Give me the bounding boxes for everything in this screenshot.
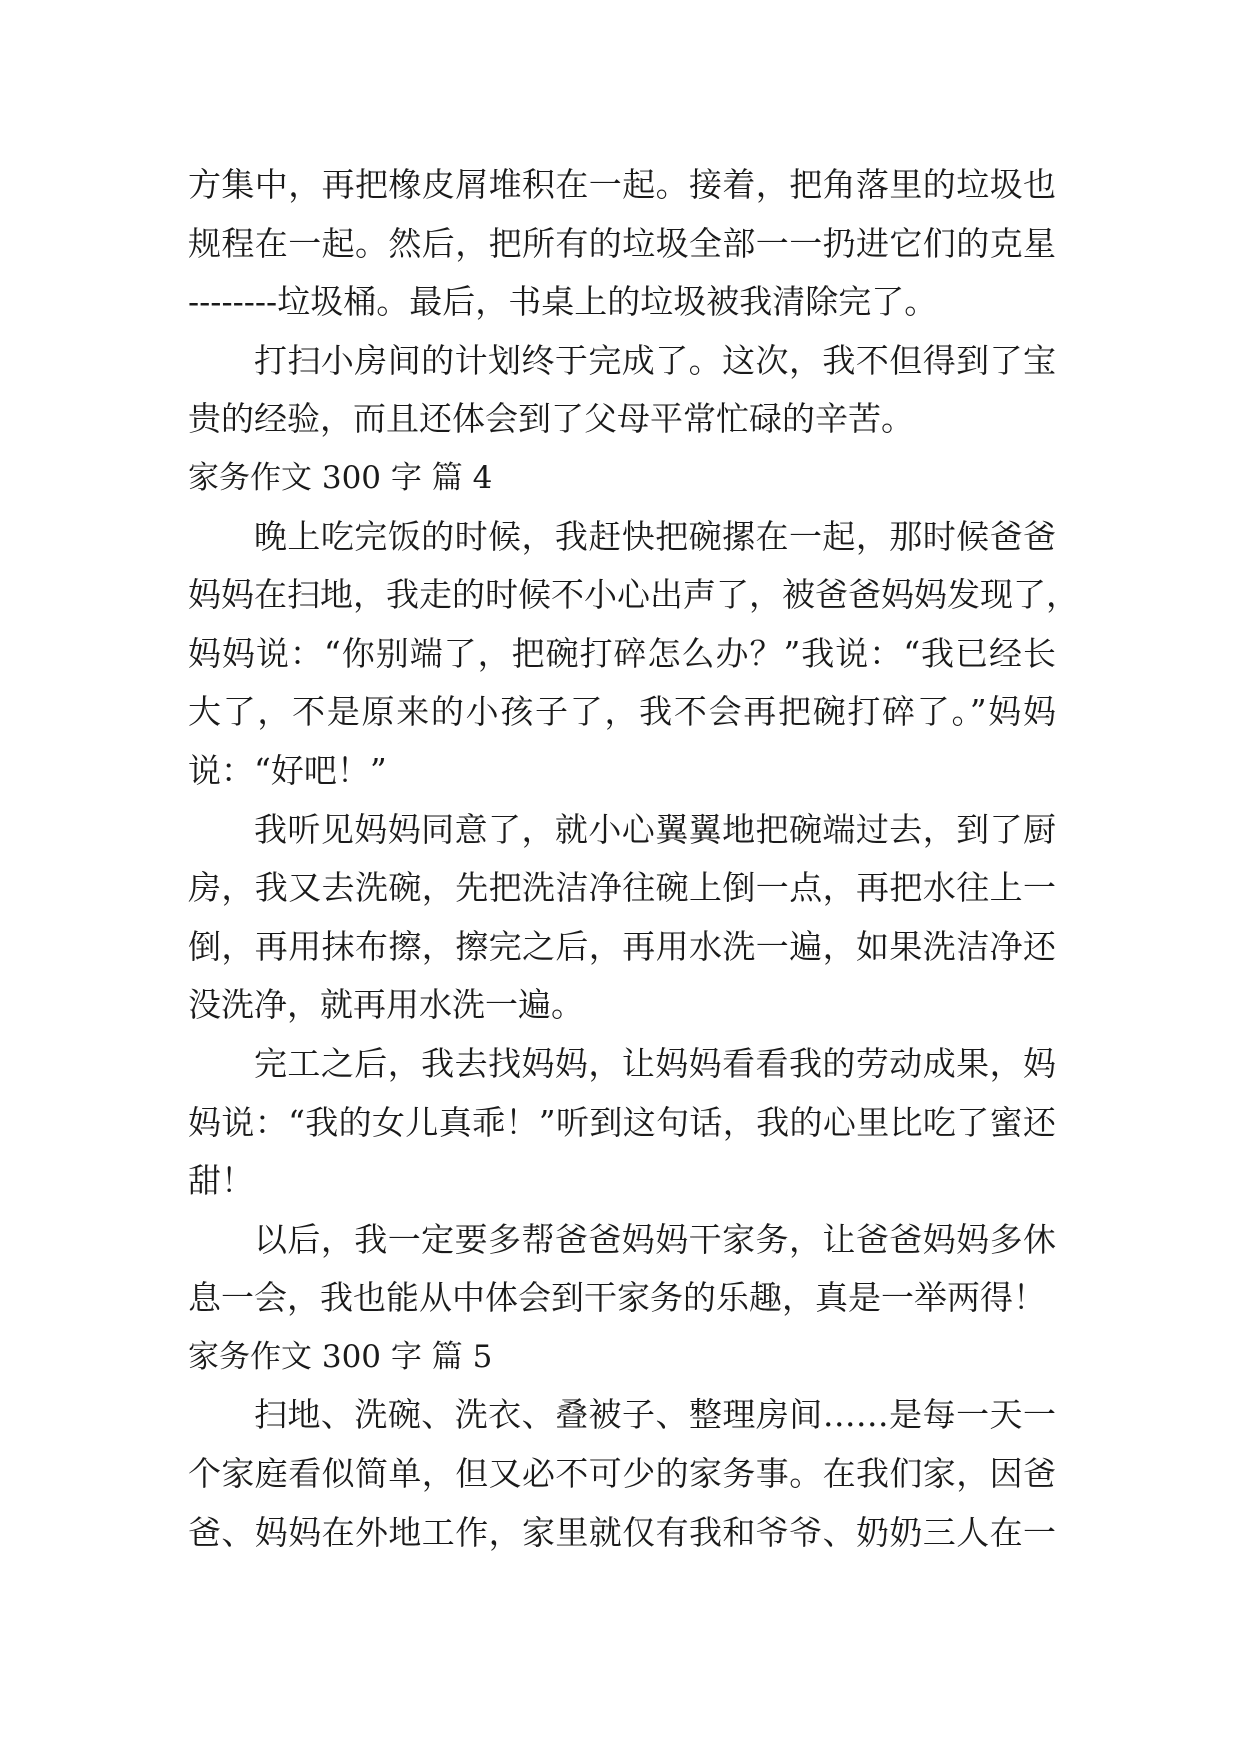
section-heading: 家务作文 300 字 篇 4	[188, 459, 493, 496]
paragraph-line: 息一会，我也能从中体会到干家务的乐趣，真是一举两得！	[188, 1278, 1046, 1318]
paragraph-line: 完工之后，我去找妈妈，让妈妈看看我的劳动成果，妈	[254, 1043, 1056, 1083]
paragraph-line: 方集中，再把橡皮屑堆积在一起。接着，把角落里的垃圾也	[188, 165, 1056, 204]
paragraph-line: 妈说：“我的女儿真乖！”听到这句话，我的心里比吃了蜜还	[188, 1102, 1056, 1142]
section-heading: 家务作文 300 字 篇 5	[188, 1338, 493, 1375]
paragraph-line: 扫地、洗碗、洗衣、叠被子、整理房间……是每一天一	[254, 1395, 1056, 1435]
paragraph-line: 妈妈在扫地，我走的时候不小心出声了，被爸爸妈妈发现了，	[188, 575, 1079, 615]
paragraph-line: 晚上吃完饭的时候，我赶快把碗摞在一起，那时候爸爸	[254, 516, 1056, 556]
paragraph-line: 个家庭看似简单，但又必不可少的家务事。在我们家，因爸	[188, 1454, 1056, 1494]
paragraph-line: 爸、妈妈在外地工作，家里就仅有我和爷爷、奶奶三人在一	[188, 1512, 1056, 1552]
paragraph-line: 没洗净，就再用水洗一遍。	[188, 985, 584, 1025]
paragraph-line: 以后，我一定要多帮爸爸妈妈干家务，让爸爸妈妈多休	[254, 1219, 1056, 1259]
paragraph-line: 倒，再用抹布擦，擦完之后，再用水洗一遍，如果洗洁净还	[188, 926, 1056, 966]
paragraph-line: 说：“好吧！”	[188, 750, 387, 790]
paragraph-line: 房，我又去洗碗，先把洗洁净往碗上倒一点，再把水往上一	[188, 868, 1056, 908]
paragraph-line: --------垃圾桶。最后，书桌上的垃圾被我清除完了。	[188, 282, 938, 322]
paragraph-line: 规程在一起。然后，把所有的垃圾全部一一扔进它们的克星	[188, 223, 1056, 263]
document-page	[188, 156, 1079, 1562]
paragraph-line: 甜！	[188, 1161, 254, 1201]
paragraph-line: 打扫小房间的计划终于完成了。这次，我不但得到了宝	[254, 340, 1056, 380]
paragraph-line: 妈妈说：“你别端了，把碗打碎怎么办？”我说：“我已经长	[188, 633, 1056, 673]
paragraph-line: 大了，不是原来的小孩子了，我不会再把碗打碎了。”妈妈	[188, 692, 1056, 732]
paragraph-line: 贵的经验，而且还体会到了父母平常忙碌的辛苦。	[188, 399, 914, 439]
paragraph-line: 我听见妈妈同意了，就小心翼翼地把碗端过去，到了厨	[254, 809, 1056, 849]
